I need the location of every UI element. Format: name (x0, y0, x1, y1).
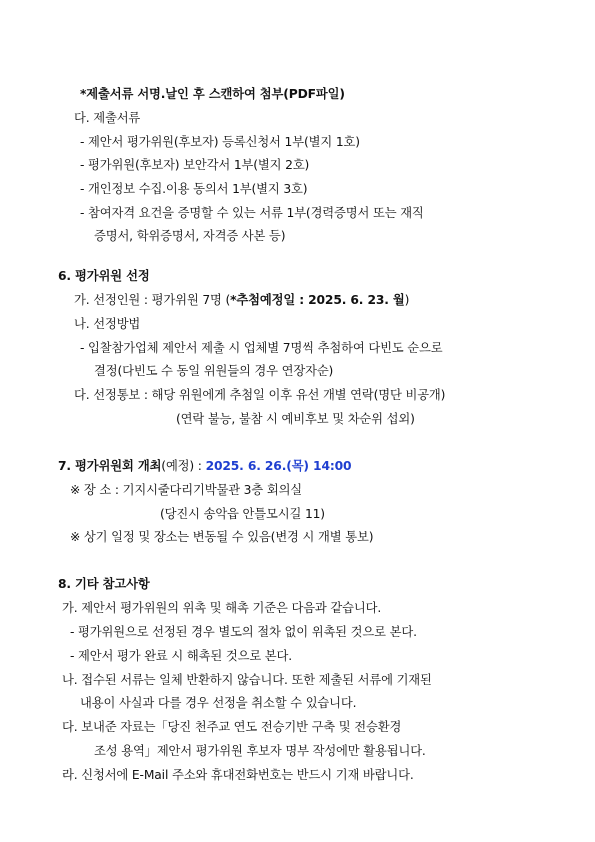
appointment-criteria: 가. 제안서 평가위원의 위촉 및 해촉 기준은 다음과 같습니다. (62, 601, 382, 615)
selection-method-text-continued: 결정(다빈도 수 동일 위원들의 경우 연장자순) (94, 364, 334, 378)
selection-count (74, 292, 409, 308)
draw-date: *추첨예정일 : 2025. 6. 23. 월 (230, 293, 405, 307)
selection-notice-continued: (연락 불능, 불참 시 예비후보 및 차순위 섭외) (176, 412, 415, 426)
section-7-heading: 7. 평가위원회 개최 (58, 459, 162, 473)
doc-item-continued: 증명서, 학위증명서, 자격증 사본 등) (94, 229, 286, 243)
meeting-place: ※ 장 소 : 기지시줄다리기박물관 3층 회의실 (70, 483, 303, 497)
contact-info-notice: 라. 신청서에 E-Mail 주소와 휴대전화번호는 반드시 기재 바랍니다. (62, 768, 414, 782)
documents-not-returned-continued: 내용이 사실과 다를 경우 선정을 취소할 수 있습니다. (80, 696, 357, 710)
selection-method-text: - 입찰참가업체 제안서 제출 시 업체별 7명씩 추첨하여 다빈도 순으로 (80, 341, 443, 355)
selection-notice: 다. 선정통보 : 해당 위원에게 추첨일 이후 유선 개별 연락(명단 비공개) (74, 388, 446, 402)
submission-note: *제출서류 서명.날인 후 스캔하여 첨부(PDF파일) (80, 87, 345, 101)
appointment-criteria-item: - 평가위원으로 선정된 경우 별도의 절차 없이 위촉된 것으로 본다. (70, 625, 417, 639)
selection-count-close: ) (404, 293, 410, 307)
selection-count-label: 가. 선정인원 : 평가위원 7명 ( (74, 293, 231, 307)
schedule-change-notice: ※ 상기 일정 및 장소는 변동될 수 있음(변경 시 개별 통보) (70, 530, 374, 544)
data-usage-notice-continued: 조성 용역」제안서 평가위원 후보자 명부 작성에만 활용됩니다. (94, 744, 426, 758)
documents-not-returned: 나. 접수된 서류는 일체 반환하지 않습니다. 또한 제출된 서류에 기재된 (62, 673, 432, 687)
section-8-title: 8. 기타 참고사항 (58, 577, 150, 591)
section-7-heading-suffix: (예정) : (161, 459, 206, 473)
doc-item: - 제안서 평가위원(후보자) 등록신청서 1부(별지 1호) (80, 135, 360, 149)
selection-method-heading: 나. 선정방법 (74, 317, 141, 331)
doc-item: - 평가위원(후보자) 보안각서 1부(별지 2호) (80, 158, 310, 172)
doc-item: - 참여자격 요건을 증명할 수 있는 서류 1부(경력증명서 또는 재직 (80, 206, 424, 220)
doc-item: - 개인정보 수집.이용 동의서 1부(별지 3호) (80, 182, 308, 196)
meeting-datetime: 2025. 6. 26.(목) 14:00 (205, 459, 352, 473)
appointment-criteria-item: - 제안서 평가 완료 시 해촉된 것으로 본다. (70, 649, 293, 663)
section-6-title: 6. 평가위원 선정 (58, 269, 150, 283)
meeting-address: (당진시 송악읍 안틀모시길 11) (160, 507, 325, 521)
section-7-title (58, 458, 351, 474)
required-docs-heading: 다. 제출서류 (74, 111, 141, 125)
data-usage-notice: 다. 보내준 자료는「당진 천주교 연도 전승기반 구축 및 전승환경 (62, 720, 402, 734)
